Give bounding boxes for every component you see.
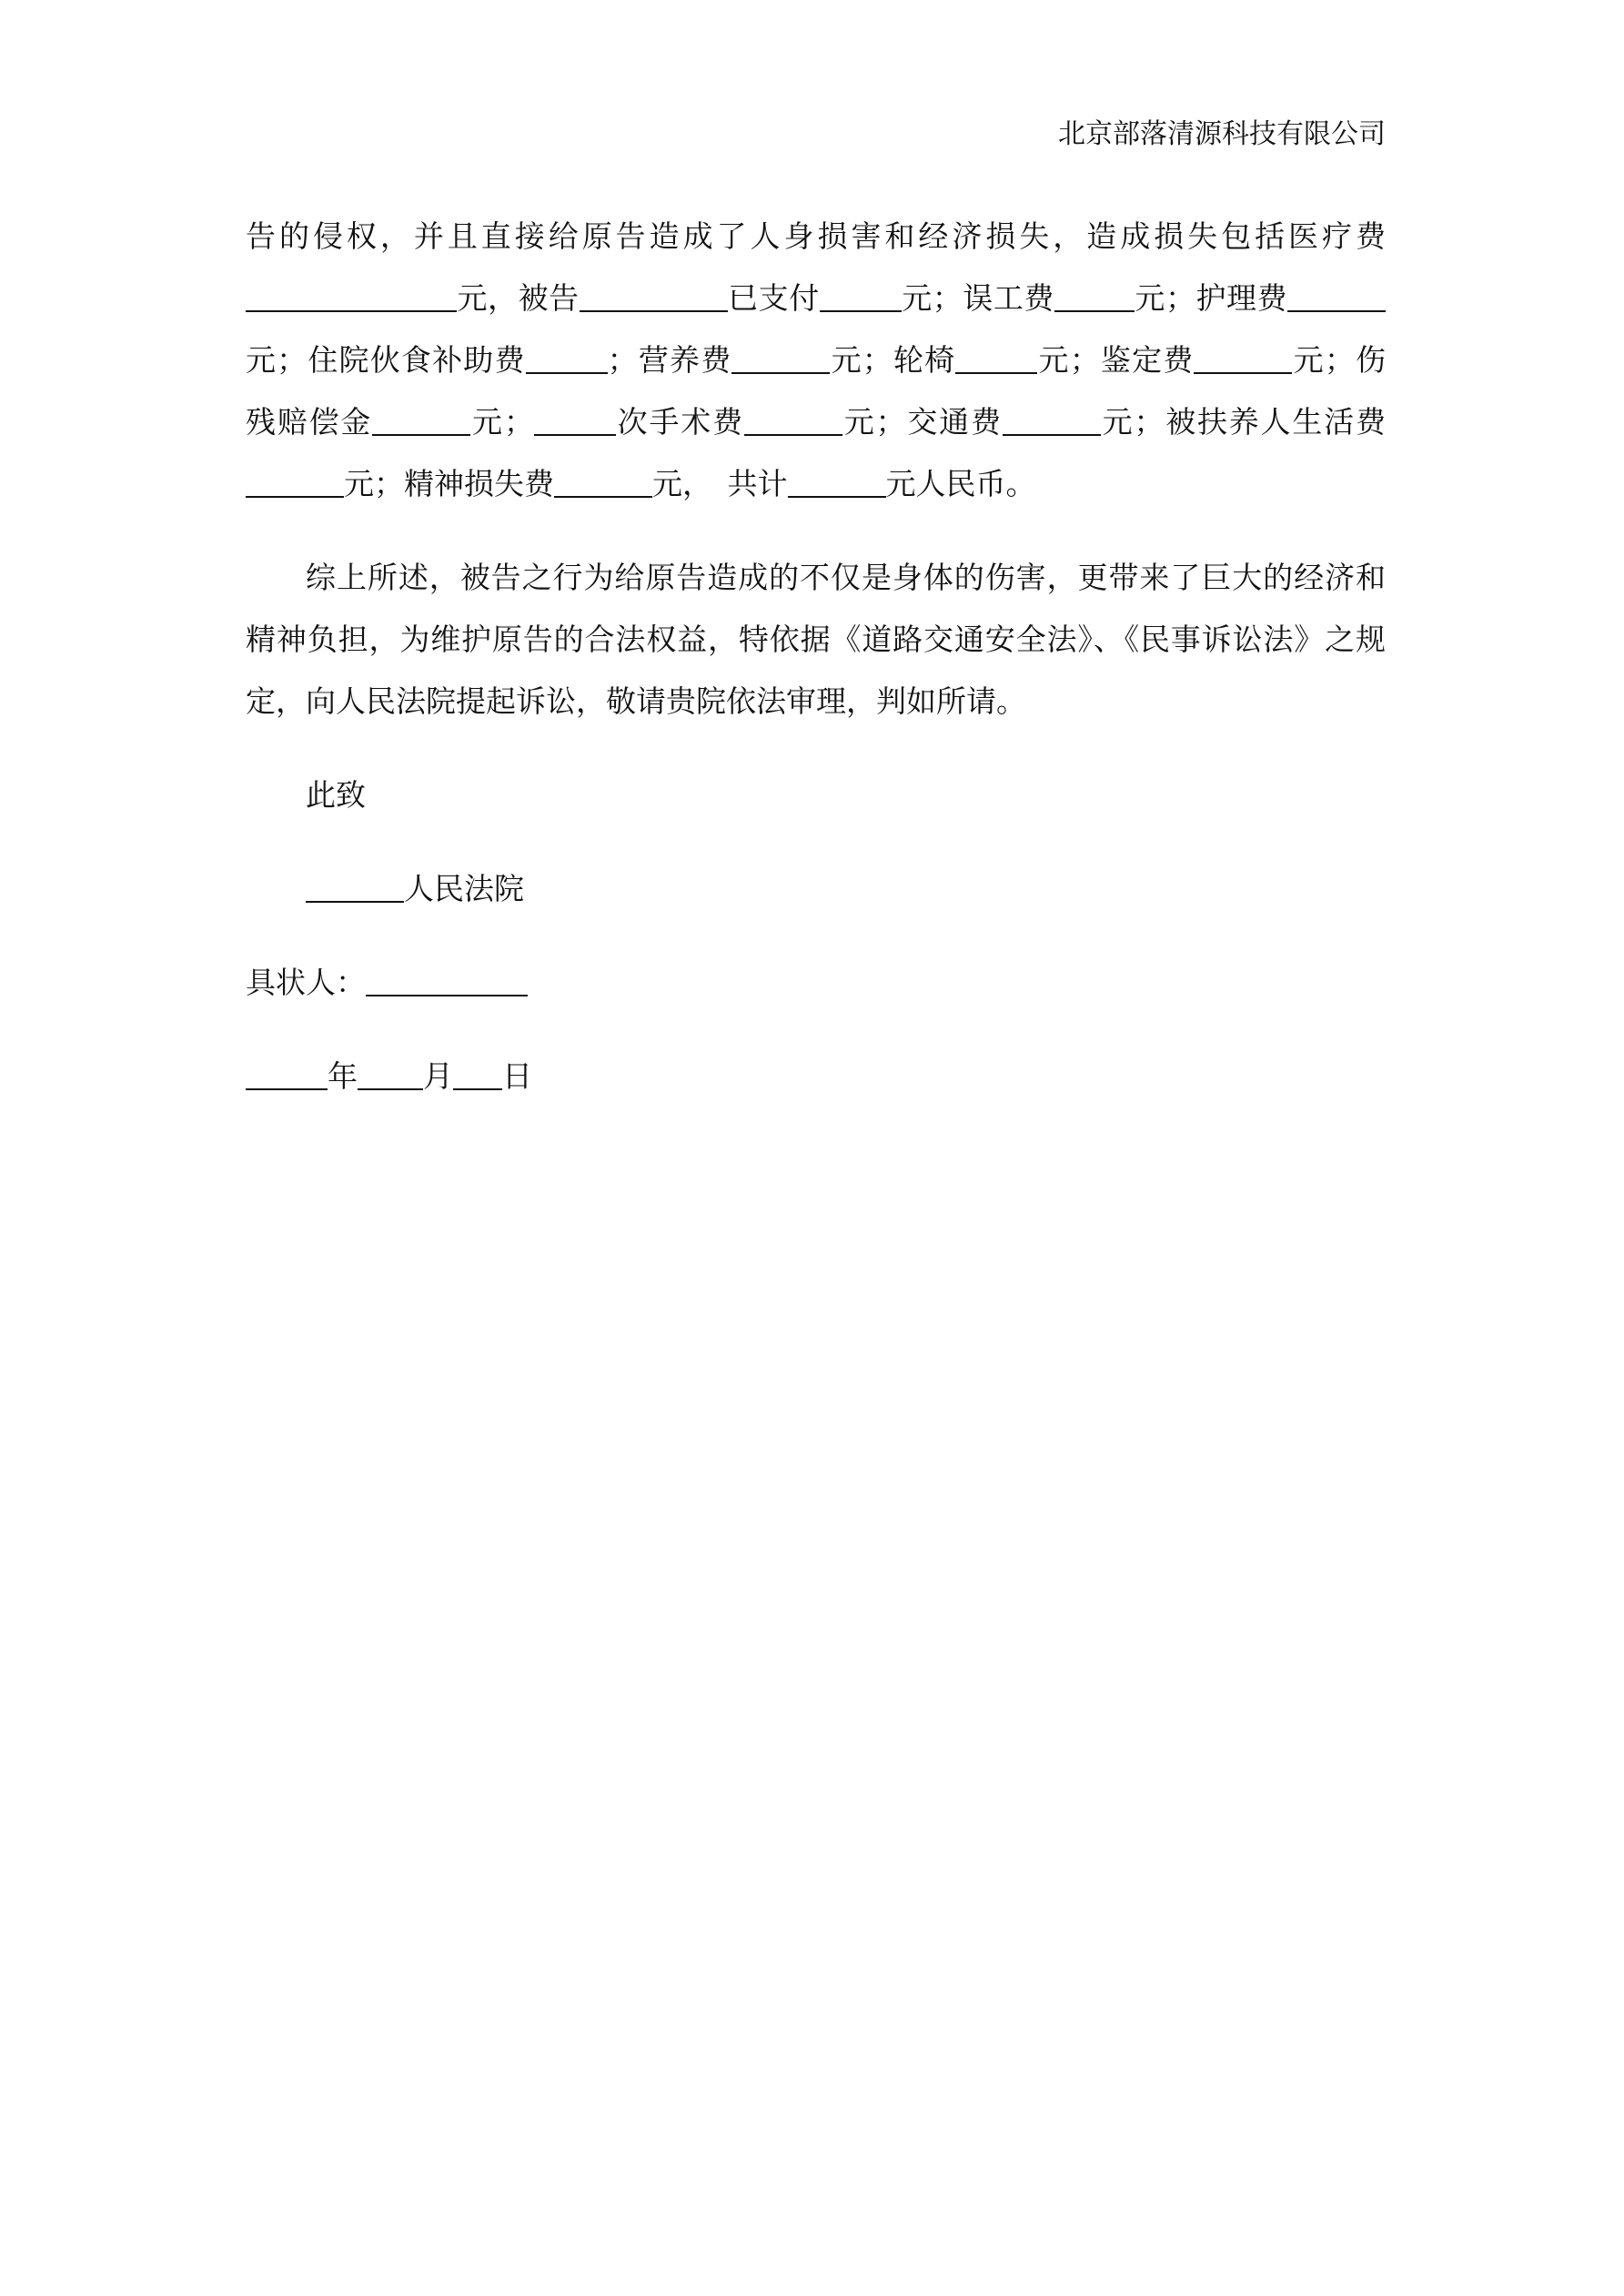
document-body [246, 206, 1386, 1108]
year-blank [246, 1058, 328, 1090]
damages-text: 元人民币。 [885, 466, 1036, 501]
surgery-count-blank [534, 404, 616, 436]
damages-text: 元；护理费 [1134, 280, 1288, 316]
damages-text: 元；被扶养人生活费 [1100, 404, 1387, 440]
damages-text: 元；鉴定费 [1037, 342, 1195, 378]
lost-wages-blank [1054, 280, 1135, 312]
damages-text: 已支付 [727, 280, 820, 316]
medical-fee-blank [246, 280, 457, 312]
mental-damages-blank [554, 466, 652, 498]
damages-text: 元；轮椅 [830, 342, 956, 378]
court-line [246, 858, 1386, 920]
damages-text: 元，被告 [457, 280, 580, 316]
damages-text: 元；误工费 [901, 280, 1054, 316]
disability-compensation-blank [372, 404, 470, 436]
damages-text: 元；住院伙食补助费 [246, 342, 526, 378]
nursing-fee-blank [1287, 280, 1386, 312]
total-amount-blank [788, 466, 886, 498]
damages-text: 元；精神损失费 [344, 466, 554, 501]
wheelchair-fee-blank [955, 342, 1037, 374]
damages-text: 元， 共计 [652, 466, 788, 501]
damages-text: 元；交通费 [842, 404, 1003, 440]
paid-amount-blank [820, 280, 902, 312]
nutrition-fee-blank [731, 342, 830, 374]
court-suffix: 人民法院 [404, 871, 524, 906]
damages-text: 元；伤残赔偿金 [246, 342, 1387, 440]
day-label: 日 [502, 1058, 532, 1094]
damages-text: 次手术费 [615, 404, 744, 440]
appraisal-fee-blank [1194, 342, 1292, 374]
signer-name-blank [366, 965, 528, 996]
day-blank [453, 1058, 502, 1090]
dependent-living-blank [246, 466, 344, 498]
meal-subsidy-blank [526, 342, 608, 374]
damages-text: ；营养费 [607, 342, 732, 378]
damages-paragraph [246, 206, 1386, 515]
conclusion-paragraph: 综上所述，被告之行为给原告造成的不仅是身体的伤害，更带来了巨大的经济和精神负担，为维护原告的合法权益，特依据《道路交通安全法》、《民事诉讼法》之规定，向人民法院提起诉讼，敬请贵院依法审理，判如所请。 [246, 560, 1386, 719]
damages-text: 元； [470, 404, 534, 440]
transport-fee-blank [1003, 404, 1101, 436]
signer-line [246, 952, 1386, 1014]
defendant-name-blank [580, 280, 728, 312]
year-label: 年 [328, 1058, 358, 1094]
signer-label: 具状人： [246, 965, 366, 1000]
date-line [246, 1046, 1386, 1108]
month-label: 月 [423, 1058, 453, 1094]
damages-text: 告的侵权，并且直接给原告造成了人身损害和经济损失，造成损失包括医疗费 [246, 218, 1386, 254]
month-blank [358, 1058, 423, 1090]
company-header: 北京部落清源科技有限公司 [1058, 118, 1386, 150]
salutation: 此致 [306, 777, 366, 813]
surgery-fee-blank [744, 404, 842, 436]
court-name-blank [306, 871, 404, 903]
